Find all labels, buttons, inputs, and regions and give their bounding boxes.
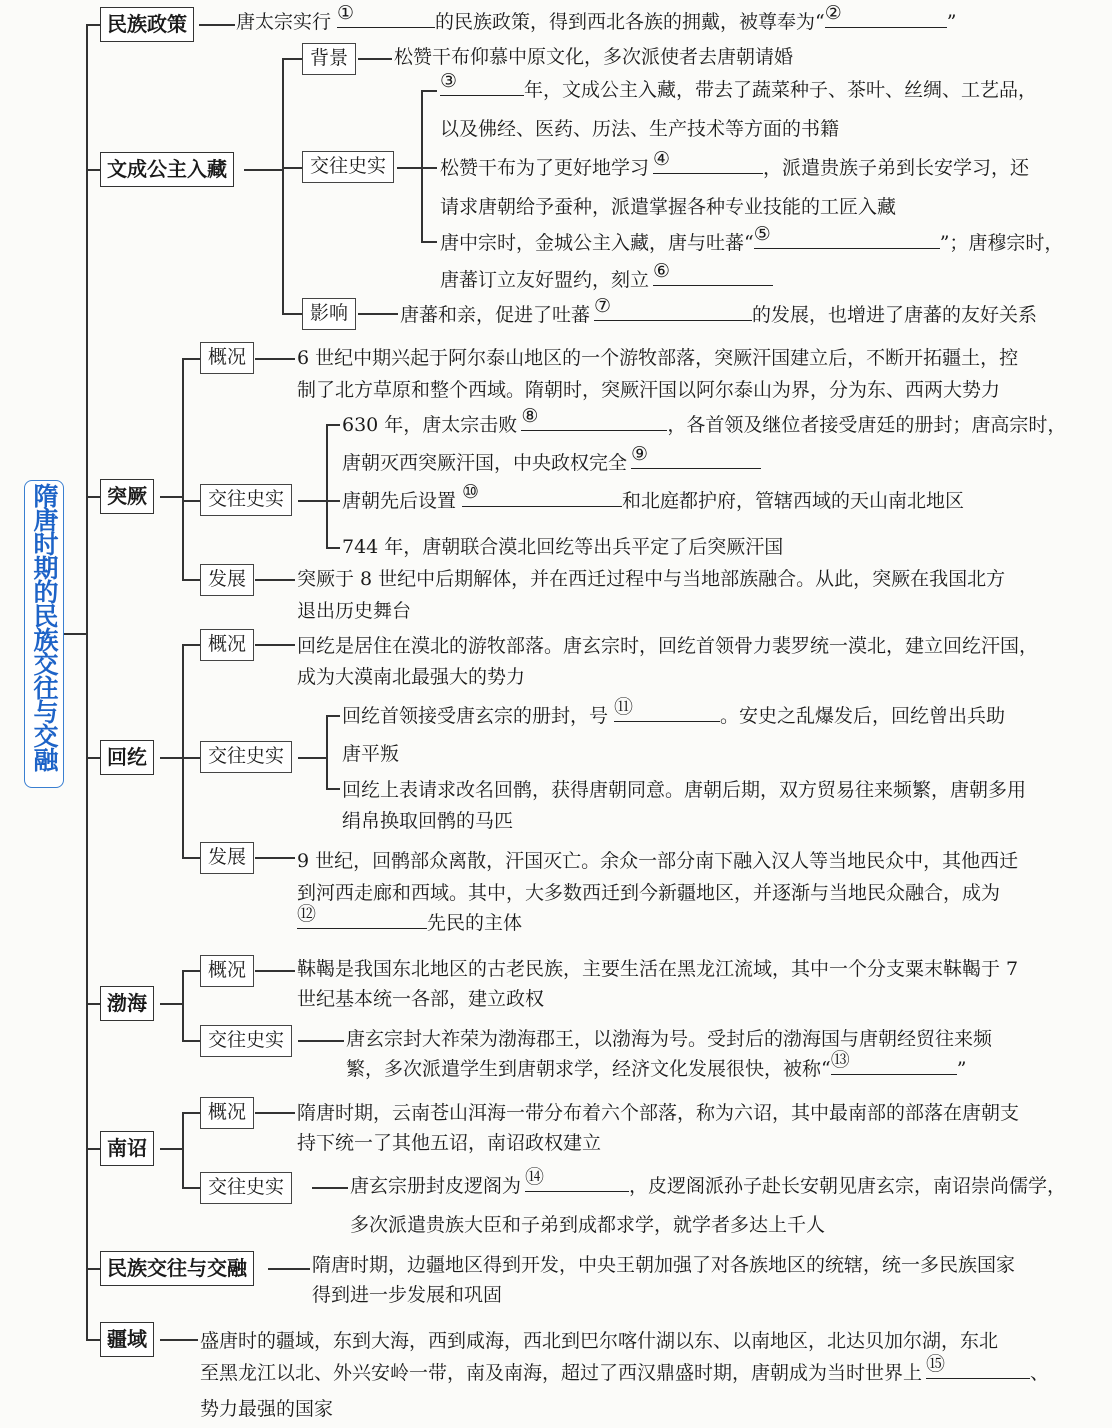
connector — [160, 1339, 198, 1341]
connector — [298, 1040, 344, 1042]
connector — [326, 788, 340, 790]
blank-6 — [653, 261, 773, 286]
huihe-exchange-1c: 唐平叛 — [342, 743, 400, 765]
l2-bohai-overview: 概况 — [200, 955, 254, 987]
nanzhao-exchange-2: 多次派遣贵族大臣和子弟到成都求学，就学者多达上千人 — [350, 1214, 826, 1236]
huihe-overview-2: 成为大漠南北最强大的势力 — [297, 666, 526, 688]
text-span: 唐蕃和亲，促进了吐蕃 — [400, 304, 591, 326]
bohai-exchange-2 — [346, 1050, 966, 1088]
wencheng-exchange-1 — [440, 71, 1037, 109]
connector — [358, 58, 392, 60]
connector — [86, 169, 100, 171]
blank-10 — [462, 482, 622, 507]
l2-huihe-exchange: 交往史实 — [200, 741, 292, 773]
blank-number: ⑨ — [631, 443, 649, 465]
connector — [182, 1040, 200, 1042]
blank-number: ⑭ — [525, 1166, 545, 1188]
l1-policy: 民族政策 — [100, 7, 194, 42]
blank-number: ② — [824, 2, 842, 24]
huihe-overview-1: 回纥是居住在漠北的游牧部落。唐玄宗时，回纥首领骨力裴罗统一漠北，建立回纥汗国， — [297, 635, 1039, 657]
root-connector — [64, 633, 86, 635]
connector — [282, 167, 302, 169]
blank-7 — [594, 296, 752, 321]
blank-1 — [337, 3, 435, 28]
l2-huihe-overview: 概况 — [200, 629, 254, 661]
wencheng-impact-text — [400, 296, 1037, 334]
blank-12 — [297, 904, 427, 929]
blank-number: ⑬ — [830, 1049, 850, 1071]
connector — [326, 500, 340, 502]
huihe-exchange-2: 回纥上表请求改名回鹘，获得唐朝同意。唐朝后期，双方贸易往来频繁，唐朝多用 — [342, 779, 1027, 801]
l1-nanzhao: 南诏 — [100, 1131, 154, 1166]
connector — [182, 1187, 200, 1189]
text-span: 唐朝灭西突厥汗国，中央政权完全 — [342, 452, 628, 474]
blank-8 — [521, 406, 667, 431]
text-span: ”；唐穆宗时， — [939, 232, 1064, 254]
text-span: ，皮逻阁派孙子赴长安朝见唐玄宗，南诏崇尚儒学， — [629, 1175, 1067, 1197]
root-topic: 隋唐时期的民族交往与交融 — [30, 483, 59, 771]
connector — [160, 1148, 182, 1150]
nanzhao-overview-1: 隋唐时期，云南苍山洱海一带分布着六个部落，称为六诏，其中最南部的部落在唐朝支 — [297, 1102, 1020, 1124]
connector — [182, 644, 200, 646]
tujue-exchange-4: 744 年，唐朝联合漠北回纥等出兵平定了后突厥汗国 — [342, 536, 784, 558]
huihe-exchange-1 — [342, 697, 1005, 735]
connector — [182, 579, 200, 581]
blank-number: ⑥ — [653, 260, 671, 282]
blank-number: ③ — [440, 70, 458, 92]
tujue-overview-2: 制了北方草原和整个西域。隋朝时，突厥汗国以阿尔泰山为界，分为东、西两大势力 — [297, 379, 1001, 401]
tujue-development-2: 退出历史舞台 — [297, 600, 412, 622]
connector — [421, 167, 437, 169]
policy-text — [236, 3, 956, 41]
connector — [182, 358, 184, 580]
connector — [255, 644, 295, 646]
l2-tujue-development: 发展 — [200, 564, 254, 596]
l1-bohai: 渤海 — [100, 986, 154, 1021]
tujue-development-1: 突厥于 8 世纪中后期解体，并在西迁过程中与当地部族融合。从此，突厥在我国北方 — [297, 568, 1006, 590]
connector — [358, 313, 398, 315]
connector — [86, 496, 100, 498]
nanzhao-exchange-1 — [350, 1167, 1066, 1205]
blank-13 — [831, 1050, 957, 1075]
text-span: 和北庭都护府，管辖西域的天山南北地区 — [622, 490, 965, 512]
text-span: 。安史之乱爆发后，回纥曾出兵助 — [720, 705, 1006, 727]
wencheng-exchange-1b: 以及佛经、医药、历法、生产技术等方面的书籍 — [440, 118, 840, 140]
blank-number: ⑩ — [462, 481, 480, 503]
blank-number: ① — [337, 2, 355, 24]
connector — [268, 1268, 310, 1270]
l2-wencheng-background: 背景 — [302, 43, 356, 75]
connector — [282, 313, 302, 315]
blank-number: ④ — [653, 148, 671, 170]
connector — [397, 167, 421, 169]
wencheng-exchange-2 — [440, 149, 1029, 187]
text-span: 唐太宗实行 — [236, 11, 332, 33]
connector — [326, 424, 340, 426]
l2-wencheng-impact: 影响 — [302, 298, 356, 330]
bohai-overview-2: 世纪基本统一各部，建立政权 — [297, 988, 545, 1010]
l2-bohai-exchange: 交往史实 — [200, 1025, 292, 1057]
huihe-development-1: 9 世纪，回鹘部众离散，汗国灭亡。余众一部分南下融入汉人等当地民众中，其他西迁 — [297, 850, 1019, 872]
blank-2 — [825, 3, 947, 28]
connector — [255, 970, 295, 972]
connector — [182, 644, 184, 858]
tujue-overview-1: 6 世纪中期兴起于阿尔泰山地区的一个游牧部落，突厥汗国建立后，不断开拓疆土，控 — [297, 347, 1019, 369]
l2-huihe-development: 发展 — [200, 842, 254, 874]
l2-wencheng-exchange: 交往史实 — [302, 151, 394, 183]
blank-3 — [440, 71, 524, 96]
l2-nanzhao-exchange: 交往史实 — [200, 1172, 292, 1204]
text-span: 唐中宗时，金城公主入藏，唐与吐蕃“ — [440, 232, 754, 254]
blank-number: ⑫ — [297, 903, 317, 925]
connector — [255, 579, 295, 581]
wencheng-exchange-2c: 请求唐朝给予蚕种，派遣掌握各种专业技能的工匠入藏 — [440, 196, 897, 218]
blank-5 — [754, 224, 940, 249]
connector — [255, 1112, 295, 1114]
text-span: 繁，多次派遣学生到唐朝求学，经济文化发展很快，被称“ — [346, 1058, 831, 1080]
l2-tujue-exchange: 交往史实 — [200, 484, 292, 516]
tujue-exchange-2 — [342, 444, 761, 482]
connector — [86, 24, 100, 26]
connector — [312, 1187, 348, 1189]
nanzhao-overview-2: 持下统一了其他五诏，南诏政权建立 — [297, 1132, 602, 1154]
connector — [182, 757, 200, 759]
l2-tujue-overview: 概况 — [200, 342, 254, 374]
root-topic-box — [24, 480, 64, 788]
connector — [182, 857, 200, 859]
text-span: 年，文成公主入藏，带去了蔬菜种子、茶叶、丝绸、工艺品， — [524, 79, 1038, 101]
jiangyu-text-1: 盛唐时的疆域，东到大海，西到咸海，西北到巴尔喀什湖以东、以南地区，北达贝加尔湖，东北 — [200, 1330, 999, 1352]
connector — [182, 1112, 184, 1188]
blank-9 — [631, 444, 761, 469]
text-span: ，各首领及继位者接受唐廷的册封；唐高宗时， — [667, 414, 1067, 436]
huihe-development-3 — [297, 904, 522, 942]
connector — [86, 1268, 100, 1270]
huihe-exchange-2b: 绢帛换取回鹘的马匹 — [342, 810, 514, 832]
jiangyu-text-2 — [200, 1354, 1049, 1392]
connector — [199, 24, 235, 26]
tujue-exchange-1 — [342, 406, 1066, 444]
connector — [326, 424, 328, 548]
wencheng-exchange-3 — [440, 224, 1063, 262]
connector — [160, 1003, 182, 1005]
blank-number: ⑦ — [594, 295, 612, 317]
text-span: 的发展，也增进了唐蕃的友好关系 — [752, 304, 1038, 326]
jiaorong-text-1: 隋唐时期，边疆地区得到开发，中央王朝加强了对各族地区的统辖，统一多民族国家 — [312, 1254, 1016, 1276]
blank-number: ⑧ — [521, 405, 539, 427]
connector — [282, 58, 284, 314]
wencheng-bg-text: 松赞干布仰慕中原文化，多次派使者去唐朝请婚 — [394, 46, 794, 68]
text-span: ” — [956, 1058, 967, 1080]
bohai-exchange-1: 唐玄宗封大祚荣为渤海郡王，以渤海为号。受封后的渤海国与唐朝经贸往来频 — [346, 1028, 993, 1050]
connector — [255, 857, 295, 859]
l1-jiangyu: 疆域 — [100, 1322, 154, 1357]
jiaorong-text-2: 得到进一步发展和巩固 — [312, 1284, 503, 1306]
blank-14 — [525, 1167, 629, 1192]
l1-wencheng: 文成公主入藏 — [100, 152, 234, 187]
main-spine — [86, 24, 88, 1340]
connector — [86, 1148, 100, 1150]
text-span: 唐朝先后设置 — [342, 490, 457, 512]
huihe-development-2: 到河西走廊和西域。其中，大多数西迁到今新疆地区，并逐渐与当地民众融合，成为 — [297, 882, 1001, 904]
connector — [326, 715, 340, 717]
connector — [421, 90, 437, 92]
connector — [326, 715, 328, 789]
connector — [160, 757, 182, 759]
blank-number: ⑮ — [926, 1353, 946, 1375]
connector — [298, 500, 326, 502]
text-span: 至黑龙江以北、外兴安岭一带，南及南海，超过了西汉鼎盛时期，唐朝成为当时世界上 — [200, 1362, 923, 1384]
text-span: ” — [946, 11, 957, 33]
connector — [255, 358, 295, 360]
connector — [421, 90, 423, 242]
connector — [86, 1339, 100, 1341]
text-span: 唐玄宗册封皮逻阁为 — [350, 1175, 522, 1197]
tujue-exchange-3 — [342, 482, 964, 520]
connector — [86, 1003, 100, 1005]
text-span: 、 — [1030, 1362, 1050, 1384]
blank-15 — [926, 1354, 1030, 1379]
connector — [244, 169, 282, 171]
text-span: 唐蕃订立友好盟约，刻立 — [440, 269, 650, 291]
bohai-overview-1: 靺鞨是我国东北地区的古老民族，主要生活在黑龙江流域，其中一个分支粟末靺鞨于 7 — [297, 958, 1019, 980]
connector — [182, 970, 184, 1041]
blank-number: ⑪ — [614, 696, 634, 718]
text-span: ，派遣贵族子弟到长安学习，还 — [763, 157, 1030, 179]
l1-tujue: 突厥 — [100, 479, 154, 514]
blank-number: ⑤ — [753, 223, 771, 245]
text-span: 先民的主体 — [427, 912, 523, 934]
connector — [421, 241, 437, 243]
connector — [182, 1112, 200, 1114]
l1-huihe: 回纥 — [100, 740, 154, 775]
l2-nanzhao-overview: 概况 — [200, 1097, 254, 1129]
text-span: 回纥首领接受唐玄宗的册封，号 — [342, 705, 609, 727]
blank-4 — [653, 149, 763, 174]
text-span: 630 年，唐太宗击败 — [342, 414, 518, 436]
text-span: 的民族政策，得到西北各族的拥戴，被尊奉为“ — [435, 11, 825, 33]
connector — [282, 58, 302, 60]
connector — [298, 757, 326, 759]
l1-jiaorong: 民族交往与交融 — [100, 1251, 254, 1286]
text-span: 松赞干布为了更好地学习 — [440, 157, 650, 179]
connector — [326, 547, 340, 549]
connector — [86, 757, 100, 759]
connector — [182, 358, 200, 360]
blank-11 — [614, 697, 720, 722]
connector — [182, 500, 200, 502]
connector — [160, 496, 182, 498]
jiangyu-text-3: 势力最强的国家 — [200, 1398, 334, 1420]
connector — [182, 970, 200, 972]
